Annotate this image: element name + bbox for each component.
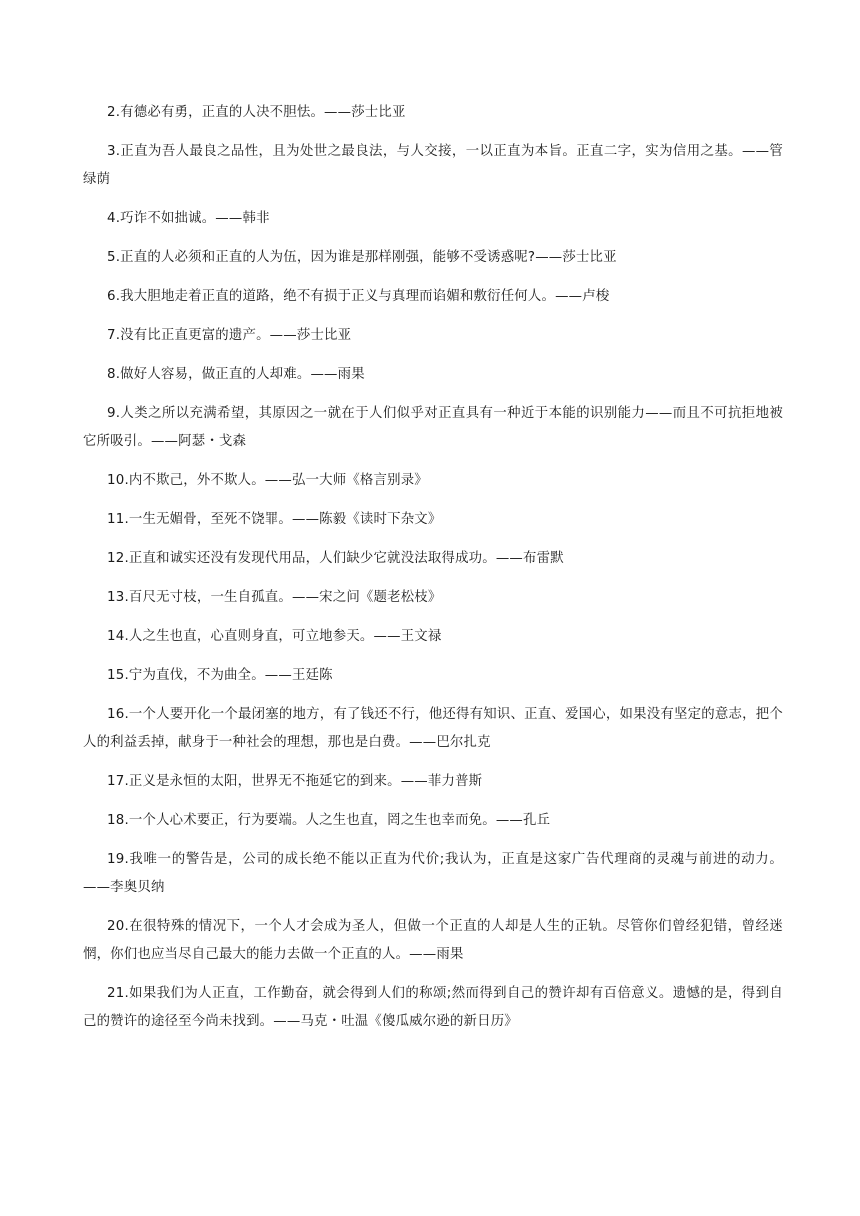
quote-item: 11.一生无媚骨，至死不饶罪。——陈毅《读时下杂文》 [107,512,442,527]
quote-item: 12.正直和诚实还没有发现代用品，人们缺少它就没法取得成功。——布雷默 [107,551,564,566]
quote-item: 13.百尺无寸枝，一生自孤直。——宋之问《题老松枝》 [107,590,442,605]
quote-item: 17.正义是永恒的太阳，世界无不拖延它的到来。——菲力普斯 [107,774,483,789]
quote-item: 14.人之生也直，心直则身直，可立地参天。——王文禄 [107,629,442,644]
quote-item: 15.宁为直伐，不为曲全。——王廷陈 [107,668,333,683]
quote-item: 10.内不欺己，外不欺人。——弘一大师《格言别录》 [107,473,428,488]
quote-item: 9.人类之所以充满希望，其原因之一就在于人们似乎对正直具有一种近于本能的识别能力——而且不可抗拒地被它所吸引。——阿瑟・戈森 [83,406,783,449]
quote-item: 21.如果我们为人正直，工作勤奋，就会得到人们的称颂;然而得到自己的赞许却有百倍意义。遗憾的是，得到自己的赞许的途径至今尚未找到。——马克・吐温《傻瓜威尔逊的新日历》 [83,986,783,1029]
quote-list [83,99,783,1047]
quote-item: 5.正直的人必须和正直的人为伍，因为谁是那样刚强，能够不受诱惑呢?——莎士比亚 [107,250,617,265]
quote-item: 7.没有比正直更富的遗产。——莎士比亚 [107,328,352,343]
quote-item: 16.一个人要开化一个最闭塞的地方，有了钱还不行，他还得有知识、正直、爱国心，如果没有坚定的意志，把个人的利益丢掉，献身于一种社会的理想，那也是白费。——巴尔扎克 [83,707,783,750]
quote-item: 18.一个人心术要正，行为要端。人之生也直，罔之生也幸而免。——孔丘 [107,813,551,828]
quote-item: 2.有德必有勇，正直的人决不胆怯。——莎士比亚 [107,105,406,120]
quote-item: 8.做好人容易，做正直的人却难。——雨果 [107,367,365,382]
quote-item: 19.我唯一的警告是，公司的成长绝不能以正直为代价;我认为，正直是这家广告代理商的灵魂与前进的动力。——李奥贝纳 [83,852,783,895]
quote-item: 20.在很特殊的情况下，一个人才会成为圣人，但做一个正直的人却是人生的正轨。尽管你们曾经犯错，曾经迷惘，你们也应当尽自己最大的能力去做一个正直的人。——雨果 [83,919,783,962]
quote-item: 3.正直为吾人最良之品性，且为处世之最良法，与人交接，一以正直为本旨。正直二字，实为信用之基。——管绿荫 [83,144,783,187]
quote-item: 6.我大胆地走着正直的道路，绝不有损于正义与真理而谄媚和敷衍任何人。——卢梭 [107,289,610,304]
quote-item: 4.巧诈不如拙诚。——韩非 [107,211,270,226]
